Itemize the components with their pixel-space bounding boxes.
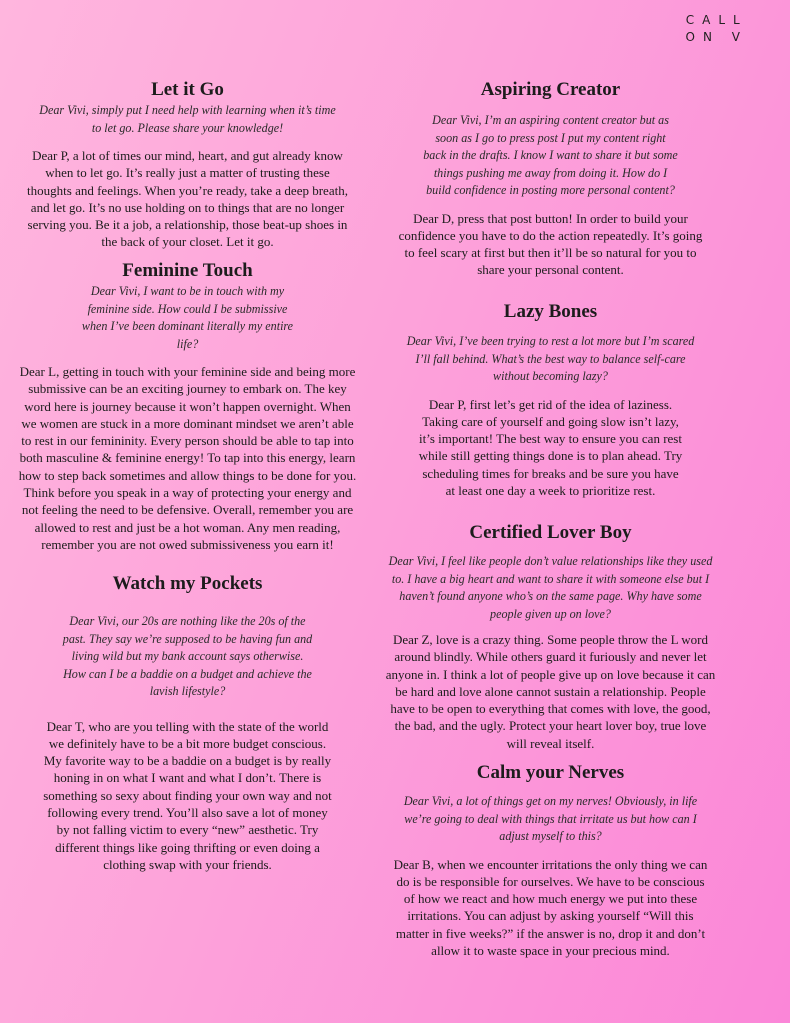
reader-question: Dear Vivi, I’m an aspiring content creator but as soon as I go to press post I put my content right back in the drafts. I know I want to share it but some things pushing me away from doing it. How do I build confidence in posting more personal content?	[423, 113, 678, 197]
reader-question: Dear Vivi, I feel like people don’t value relationships like they used to. I have a big heart and want to share it with someone else but I haven’t found anyone who’s on the same page. Why have some people given up on love?	[388, 554, 713, 621]
advice-section-certified-lover-boy	[383, 521, 718, 752]
reader-question: Dear Vivi, I’ve been trying to rest a lot more but I’m scared I’ll fall behind. What’s the best way to balance self-care without becoming lazy?	[406, 334, 695, 383]
advice-answer: Dear D, press that post button! In order to build your confidence you have to do the action repeatedly. It’s going to feel scary at first but then it’ll be so natural for you to share your personal content.	[398, 210, 703, 278]
advice-section-let-it-go	[16, 78, 359, 251]
section-title: Watch my Pockets	[112, 573, 263, 594]
advice-answer: Dear P, a lot of times our mind, heart, and gut already know when to let go. It’s really just a matter of trusting these thoughts and feelings. When you’re ready, take a deep breath, and let go. It’s no use holding on to things that are no longer serving you. Be it a job, a relationship, those beat-up shoes in the back of your closet. Let it go.	[27, 148, 348, 250]
advice-section-lazy-bones	[383, 300, 718, 499]
section-title: Certified Lover Boy	[469, 522, 632, 543]
section-title: Calm your Nerves	[476, 762, 625, 783]
reader-question: Dear Vivi, our 20s are nothing like the 20s of the past. They say we’re supposed to be having fun and living wild but my bank account says otherwise. How can I be a baddie on a budget and achieve the lavish lifestyle?	[62, 614, 313, 698]
masthead	[686, 12, 748, 46]
section-title: Aspiring Creator	[480, 79, 621, 100]
advice-section-watch-my-pockets	[16, 572, 359, 873]
masthead-line-2: ON V	[685, 30, 748, 44]
advice-answer: Dear T, who are you telling with the state of the world we definitely have to be a bit more budget conscious. My favorite way to be a baddie on a budget is by really honing in on what I want and what I don’t. There is something so sexy about finding your own way and not following every trend. You’ll also save a lot of money by not falling victim to every “new” aesthetic. Try different things like going thrifting or even doing a clothing swap with your friends.	[43, 718, 332, 872]
advice-answer: Dear L, getting in touch with your feminine side and being more submissive can be an exciting journey to embark on. The key word here is journey because it won’t happen overnight. When we women are stuck in a more dominant mindset we aren’t able to rest in our femininity. Every person should be able to tap into both masculine & feminine energy! To tap into this energy, learn how to step back sometimes and allow things to be done for you. Think before you speak in a way of protecting your energy and not feeling the need to be defensive. Overall, remember you are allowed to rest and just be a hot woman. Any men reading, remember you are not owed submissiveness you earn it!	[18, 364, 357, 552]
section-title: Let it Go	[151, 79, 224, 100]
advice-section-aspiring-creator	[383, 78, 718, 279]
reader-question: Dear Vivi, a lot of things get on my nerves! Obviously, in life we’re going to deal with things that irritate us but how can I adjust myself to this?	[403, 794, 698, 843]
section-title: Lazy Bones	[503, 301, 598, 322]
masthead-line-1: CALL	[685, 13, 748, 27]
section-title: Feminine Touch	[122, 260, 253, 281]
advice-section-feminine-touch	[16, 259, 359, 553]
reader-question: Dear Vivi, simply put I need help with learning when it’s time to let go. Please share your knowledge!	[39, 103, 336, 135]
advice-answer: Dear Z, love is a crazy thing. Some people throw the L word around blindly. While others guard it furiously and never let anyone in. I think a lot of people give up on love because it can be hard and love alone cannot sustain a relationship. People have to be open to everything that comes with love, the good, the bad, and the ugly. Protect your heart lover boy, true love will reveal itself.	[385, 632, 716, 751]
reader-question: Dear Vivi, I want to be in touch with my feminine side. How could I be submissive when I’ve been dominant literally my entire life?	[81, 284, 294, 351]
advice-answer: Dear P, first let’s get rid of the idea of laziness. Taking care of yourself and going slow isn’t lazy, it’s important! The best way to ensure you can rest while still getting things done is to plan ahead. Try scheduling times for breaks and be sure you have at least one day a week to prioritize rest.	[418, 396, 683, 498]
advice-section-calm-your-nerves	[383, 761, 718, 959]
advice-answer: Dear B, when we encounter irritations the only thing we can do is be responsible for ourselves. We have to be conscious of how we react and how much energy we put into these irritations. You can adjust by asking yourself “Will this matter in five weeks?” if the answer is no, drop it and don’t allow it to waste space in your precious mind.	[393, 856, 708, 958]
